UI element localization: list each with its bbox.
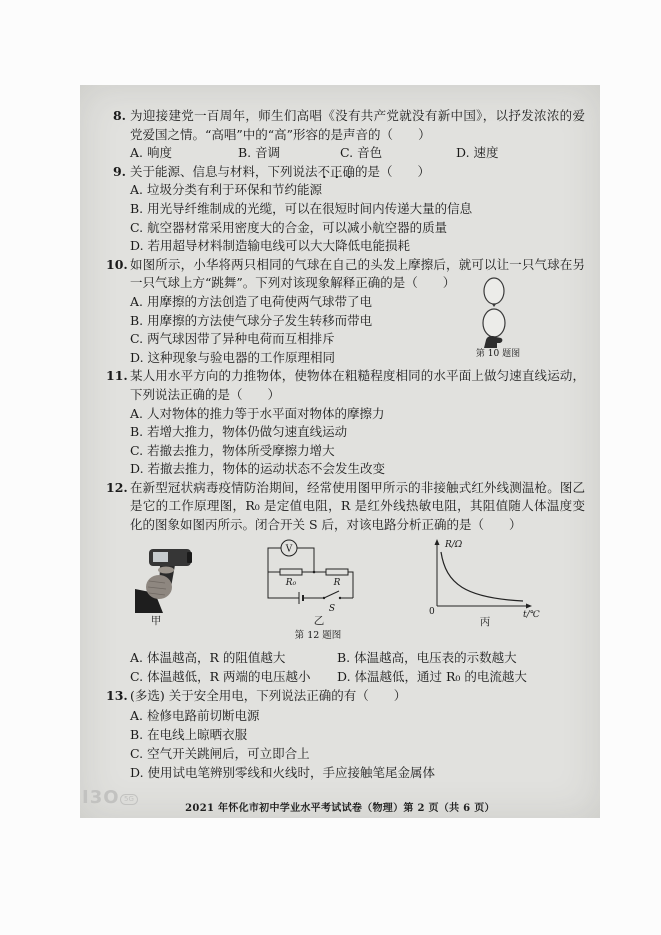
- origin-label: 0: [429, 606, 435, 617]
- question-number: 13.: [106, 688, 128, 704]
- options-row-1: [130, 648, 585, 667]
- thumb: [158, 566, 174, 573]
- option-d: D. 体温越低，通过 R₀ 的电流越大: [337, 668, 527, 684]
- figure-label-jia: 甲: [150, 614, 162, 627]
- question-stem: 在新型冠状病毒疫情防治期间，经常使用图甲所示的非接触式红外线测温枪。图乙是它的工作原理图，R₀ 是定值电阻，R 是红外线热敏电阻，其阻值随人体温度变化的图象如图丙所示。闭合开关 S 后，对该电路分析正确的是（ ）: [130, 479, 585, 533]
- option-c: C. 体温越低，R 两端的电压越小: [130, 668, 311, 684]
- wire-voltmeter-right: [297, 548, 314, 572]
- question-stem: 某人用水平方向的力推物体，使物体在粗糙程度相同的水平面上做匀速直线运动，下列说法正确的是（ ）: [130, 368, 585, 402]
- figure-caption: 第 10 题图: [475, 348, 521, 359]
- question-number: 11.: [106, 368, 128, 384]
- stem-text: 的是（ ）: [355, 163, 431, 179]
- exam-page: [80, 85, 600, 818]
- question-number: 10.: [106, 256, 128, 272]
- option-a: A. 体温越高，R 的阻值越大: [130, 649, 286, 665]
- r0-label: R₀: [285, 577, 297, 588]
- multi-select-tag: (多选): [130, 688, 165, 704]
- x-axis-arrow: [526, 603, 532, 608]
- question-9: [106, 163, 585, 256]
- option-b: B. 若增大推力，物体仍做匀速直线运动: [130, 424, 348, 440]
- question-10: [106, 256, 585, 368]
- question-8: [106, 107, 585, 163]
- wire-voltmeter-left: [268, 548, 281, 572]
- page-footer: 2021 年怀化市初中学业水平考试试卷（物理）第 2 页（共 6 页）: [185, 803, 495, 814]
- question-stem: 如图所示，小华将两只相同的气球在自己的头发上摩擦后，就可以让一只气球在另一只气球上方“跳舞”。下列对该现象解释正确的是（ ）: [130, 256, 585, 291]
- voltmeter-label: V: [285, 544, 293, 555]
- camera-watermark: I3O: [82, 787, 120, 808]
- resistor-r0: [280, 569, 302, 575]
- resistor-r: [326, 569, 348, 575]
- balloon-top-knot: [492, 304, 496, 307]
- x-axis-label: t/℃: [523, 609, 540, 620]
- figure-caption: 第 12 题图: [294, 629, 342, 641]
- question-11: [106, 367, 585, 479]
- option-b: B. 用光导纤维制成的光缆，可以在很短时间内传递大量的信息: [130, 200, 473, 216]
- circuit-diagram: [262, 538, 358, 614]
- figure-12: [106, 535, 585, 648]
- question-stem: 为迎接建党一百周年，师生们高唱《没有共产党就没有新中国》，以抒发浓浓的爱党爱国之情。“高唱”中的“高”形容的是声音的（ ）: [130, 108, 585, 142]
- switch-label: S: [328, 603, 336, 614]
- y-axis-label: R/Ω: [445, 539, 463, 550]
- option-a: A. 垃圾分类有利于环保和节约能源: [130, 182, 322, 198]
- r-label: R: [333, 577, 341, 588]
- option-b: B. 体温越高，电压表的示数越大: [337, 649, 517, 665]
- thermometer-gun-illustration: [135, 545, 193, 613]
- option-a: A. 检修电路前切断电源: [130, 707, 260, 723]
- balloon-top: [484, 278, 504, 304]
- balloon-bottom: [483, 309, 505, 337]
- junction-node: [313, 570, 316, 573]
- figure-10: [470, 272, 526, 361]
- switch-contact-right: [339, 596, 341, 598]
- option-a: A. 响度: [130, 145, 172, 161]
- figure-label-yi: 乙: [313, 614, 325, 627]
- option-d: D. 若撤去推力，物体的运动状态不会发生改变: [130, 461, 386, 477]
- balloons-illustration: [470, 272, 526, 348]
- options: [130, 144, 585, 163]
- option-a: A. 人对物体的推力等于水平面对物体的摩擦力: [130, 405, 385, 421]
- question-number: 9.: [112, 163, 126, 179]
- stem-text: 关于能源、信息与材料，下列说法: [130, 163, 318, 179]
- option-c: C. 两气球因带了异种电荷而互相排斥: [130, 331, 335, 347]
- options-row-2: [130, 667, 585, 686]
- question-stem: [130, 163, 585, 182]
- option-a: A. 用摩擦的方法创造了电荷使两气球带了电: [130, 293, 372, 309]
- gun-screen: [153, 552, 168, 562]
- figure-label-bing: 丙: [479, 615, 491, 628]
- question-list: [106, 107, 585, 783]
- option-d: D. 使用试电笔辨别零线和火线时，手应接触笔尾金属体: [130, 765, 436, 781]
- option-b: B. 在电线上晾晒衣服: [130, 726, 248, 742]
- option-d: D. 速度: [456, 145, 499, 161]
- gun-lens: [187, 552, 192, 563]
- hand-icon: [484, 336, 502, 348]
- option-b: B. 用摩擦的方法使气球分子发生转移而带电: [130, 312, 373, 328]
- resistance-temperature-graph: [425, 538, 545, 620]
- resistance-curve: [441, 552, 523, 601]
- option-c: C. 若撤去推力，物体所受摩擦力增大: [130, 442, 335, 458]
- wire-top-right: [348, 572, 353, 598]
- camera-watermark-badge: 5G: [120, 794, 138, 805]
- question-12: [106, 479, 585, 686]
- stem-text: 关于安全用电，下列说法正确的有（ ）: [168, 688, 407, 704]
- switch-lever: [324, 591, 339, 598]
- question-stem: [130, 686, 585, 705]
- option-d: D. 这种现象与验电器的工作原理相同: [130, 349, 336, 365]
- option-c: C. 音色: [340, 145, 383, 161]
- option-c: C. 航空器材常采用密度大的合金，可以减小航空器的质量: [130, 219, 448, 235]
- stem-emphasis: 不正确: [317, 163, 356, 179]
- option-d: D. 若用超导材料制造输电线可以大大降低电能损耗: [130, 238, 411, 254]
- question-number: 12.: [106, 479, 128, 495]
- option-c: C. 空气开关跳闸后，可立即合上: [130, 746, 310, 762]
- option-b: B. 音调: [238, 145, 281, 161]
- question-number: 8.: [112, 108, 126, 123]
- question-13: [106, 686, 585, 782]
- y-axis-arrow: [435, 539, 440, 545]
